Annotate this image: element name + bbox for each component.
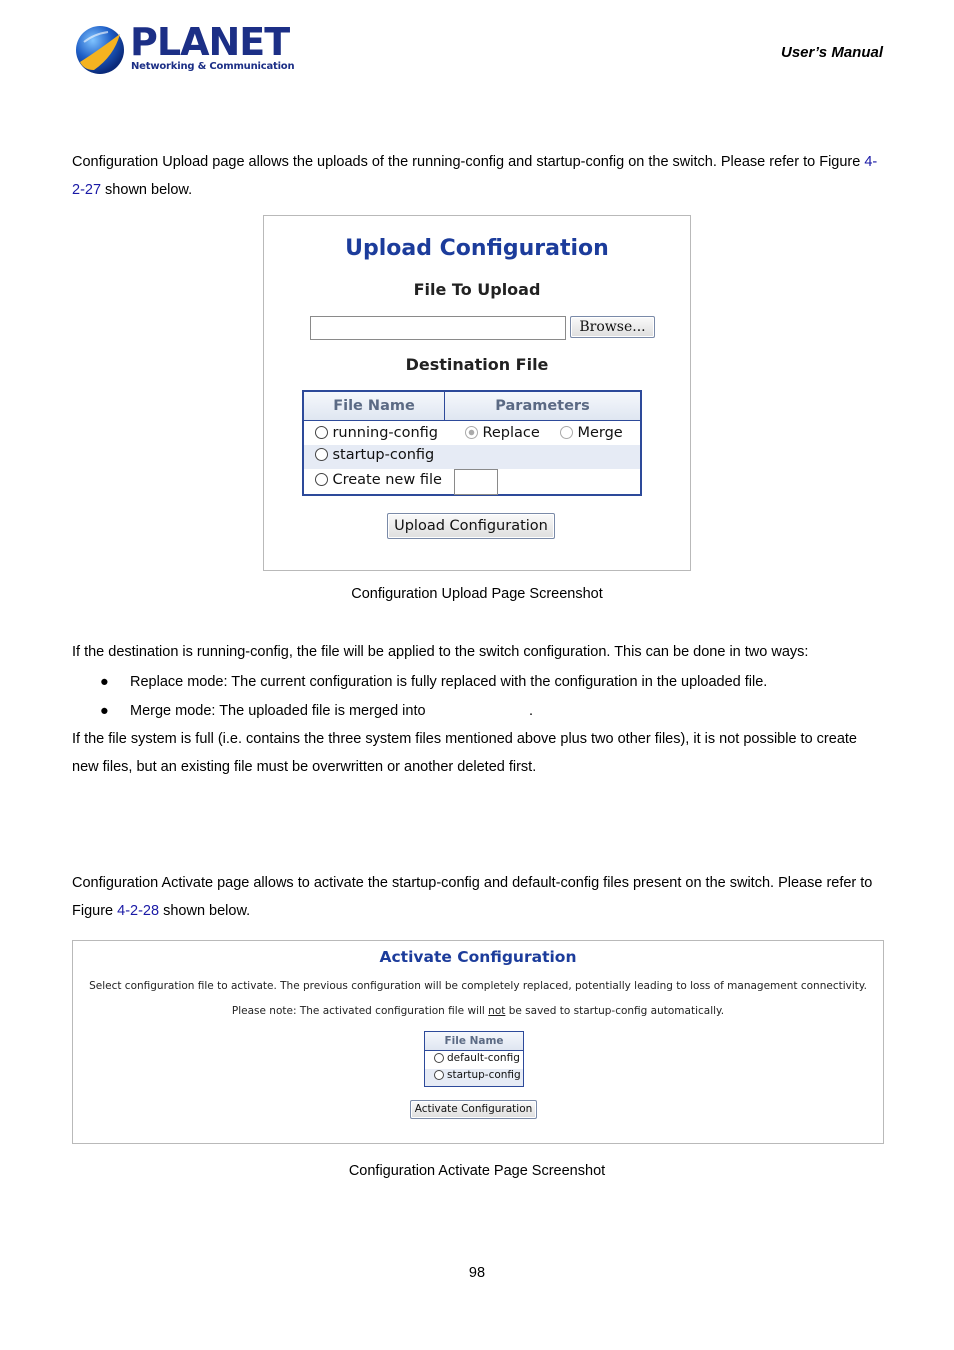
startup-config-radio[interactable]: [434, 1070, 444, 1080]
default-config-option[interactable]: [425, 1052, 523, 1069]
activate-note: Select configuration file to activate. The previous configuration will be completely replaced, potentially leading to loss of management connectivity.: [89, 980, 867, 992]
activate-warning-text: Please note: The activated configuration file will: [231, 1005, 489, 1017]
bullet-marker: ●: [100, 703, 109, 719]
upload-configuration-panel: [263, 215, 691, 571]
activate-file-table: [424, 1031, 524, 1087]
bullet-replace-mode: Replace mode: The current configuration is fully replaced with the configuration in the uploaded file.: [130, 674, 768, 690]
startup-config-option[interactable]: [425, 1069, 523, 1086]
startup-config-label: startup-config: [447, 1069, 521, 1081]
table-row: [304, 468, 640, 492]
logo-tagline: Networking & Communication: [131, 61, 295, 72]
intro-upload-text-end: shown below.: [101, 182, 193, 198]
merge-label: Merge: [577, 425, 623, 441]
browse-button[interactable]: Browse...: [570, 316, 655, 338]
new-file-name-input[interactable]: [454, 469, 498, 495]
table-row: [304, 421, 640, 445]
column-header-file-name: File Name: [304, 392, 445, 421]
startup-config-option[interactable]: [315, 446, 434, 464]
intro-activate-text-end: shown below.: [159, 903, 251, 919]
activate-warning-text-end: be saved to startup-config automatically.: [505, 1005, 725, 1017]
filesystem-paragraph: If the file system is full (i.e. contains the three system files mentioned above plus two other files), it is not possible to create new files, but an existing file must be overwritten or another deleted first.: [72, 731, 857, 775]
intro-activate-text: Configuration Activate page allows to activate the startup-config and default-config files present on the switch. Please refer to Figure: [72, 875, 873, 919]
default-config-radio[interactable]: [434, 1053, 444, 1063]
upload-configuration-button[interactable]: Upload Configuration: [387, 513, 555, 539]
running-config-radio[interactable]: [315, 426, 328, 439]
logo-wordmark: PLANET: [130, 20, 290, 64]
startup-config-label: startup-config: [332, 447, 435, 463]
manual-label: User’s Manual: [781, 44, 883, 61]
activate-configuration-button[interactable]: Activate Configuration: [410, 1100, 537, 1119]
bullet-marker: ●: [100, 674, 109, 690]
running-config-label: running-config: [332, 425, 439, 441]
upload-title: Upload Configuration: [345, 236, 609, 261]
intro-activate-paragraph: [72, 869, 884, 925]
running-config-option[interactable]: [315, 424, 438, 442]
destination-paragraph: If the destination is running-config, the file will be applied to the switch configuration. This can be done in two ways:: [72, 644, 809, 660]
merge-option[interactable]: [560, 424, 623, 442]
activate-warning-emphasis: not: [488, 1005, 506, 1017]
table-row: [304, 445, 640, 469]
activate-configuration-panel: [72, 940, 884, 1144]
file-path-input[interactable]: [310, 316, 566, 340]
column-header-parameters: Parameters: [445, 392, 640, 421]
intro-upload-paragraph: [72, 148, 884, 204]
intro-upload-text: Configuration Upload page allows the uploads of the running-config and startup-config on the switch. Please refer to Figure: [72, 154, 865, 170]
caption-activate: Configuration Activate Page Screenshot: [348, 1163, 606, 1179]
replace-radio[interactable]: [465, 426, 478, 439]
create-new-file-option[interactable]: [315, 471, 442, 489]
activate-title: Activate Configuration: [379, 948, 577, 966]
merge-radio[interactable]: [560, 426, 573, 439]
default-config-label: default-config: [447, 1052, 520, 1064]
figure-link-4-2-27[interactable]: 4-2-27: [72, 154, 878, 198]
activate-warning: [73, 1005, 883, 1017]
create-new-file-radio[interactable]: [315, 473, 328, 486]
destination-file-heading: Destination File: [405, 355, 549, 374]
file-to-upload-heading: File To Upload: [413, 280, 541, 299]
globe-icon: [74, 22, 126, 76]
create-new-file-label: Create new file: [332, 472, 442, 488]
caption-upload: Configuration Upload Page Screenshot: [351, 586, 603, 602]
replace-label: Replace: [482, 425, 540, 441]
startup-config-radio[interactable]: [315, 448, 328, 461]
replace-option[interactable]: [465, 424, 540, 442]
page-number: 98: [468, 1265, 486, 1281]
figure-link-4-2-28[interactable]: 4-2-28: [117, 903, 160, 919]
bullet-merge-mode-end: .: [529, 703, 534, 719]
destination-table: [302, 390, 642, 496]
column-header-file-name: File Name: [425, 1032, 523, 1051]
bullet-merge-mode: Merge mode: The uploaded file is merged into: [130, 703, 426, 719]
